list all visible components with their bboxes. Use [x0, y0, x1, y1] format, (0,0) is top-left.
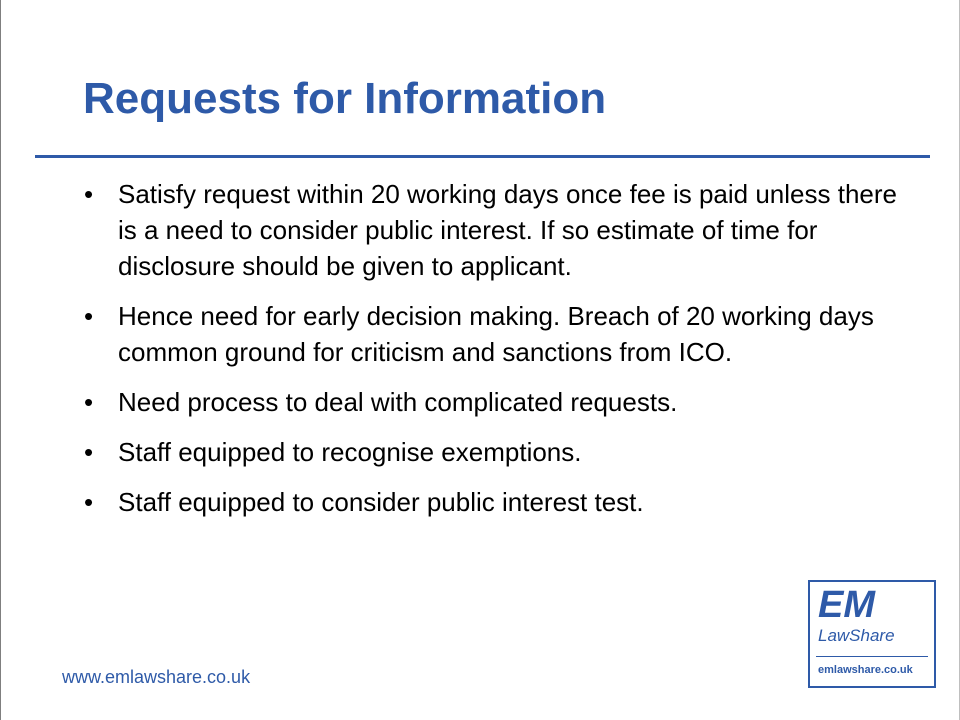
em-lawshare-logo	[808, 580, 936, 688]
bullet-point-icon: •	[84, 387, 94, 417]
bullet-point-icon: •	[84, 301, 94, 331]
bullet-text: Staff equipped to consider public interest test.	[118, 487, 644, 517]
bullet-point-icon: •	[84, 487, 94, 517]
bullet-text: Satisfy request within 20 working days once fee is paid unless there is a need to consider public interest. If so estimate of time for disclosure should be given to applicant.	[118, 179, 897, 281]
bullet-text: Need process to deal with complicated requests.	[118, 387, 678, 417]
title-underline	[35, 155, 930, 158]
bullet-point-icon: •	[84, 179, 94, 209]
bullet-item	[84, 176, 904, 284]
logo-lawshare-text: LawShare	[818, 626, 895, 645]
logo-divider	[816, 656, 928, 657]
bullet-item	[84, 484, 904, 520]
bullet-text: Hence need for early decision making. Breach of 20 working days common ground for criticism and sanctions from ICO.	[118, 301, 874, 367]
logo-em-text: EM	[818, 584, 875, 626]
slide-title: Requests for Information	[83, 74, 607, 123]
logo-url-text: emlawshare.co.uk	[818, 664, 913, 676]
bullet-item	[84, 384, 904, 420]
bullet-item	[84, 298, 904, 370]
bullet-list	[84, 176, 904, 534]
bullet-item	[84, 434, 904, 470]
slide-border-left	[0, 0, 1, 720]
footer-website-link[interactable]: www.emlawshare.co.uk	[62, 667, 251, 687]
bullet-text: Staff equipped to recognise exemptions.	[118, 437, 582, 467]
bullet-point-icon: •	[84, 437, 94, 467]
